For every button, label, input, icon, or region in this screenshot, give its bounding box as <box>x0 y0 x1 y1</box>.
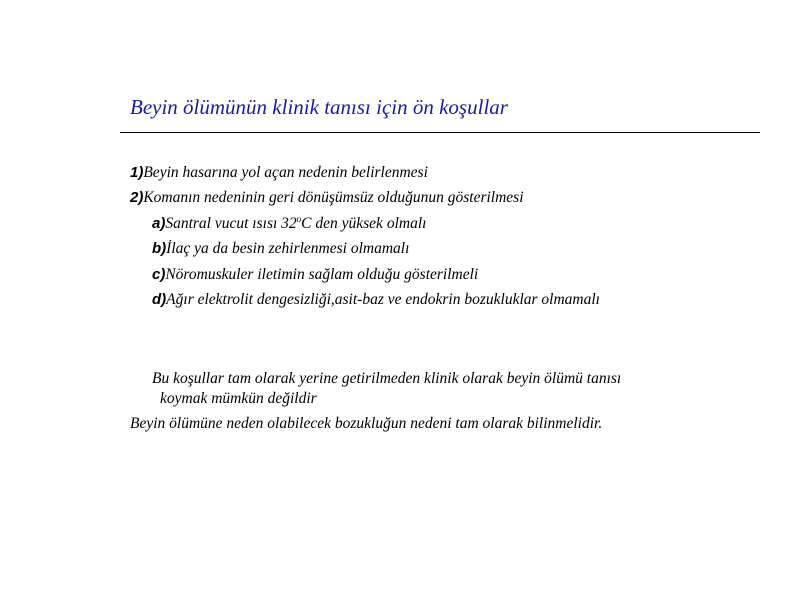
sub-item-text: Santral vucut ısısı 32 <box>165 215 297 232</box>
sub-item-text: Ağır elektrolit dengesizliği,asit-baz ve endokrin bozukluklar olmamalı <box>166 291 600 308</box>
list-item-marker: 2) <box>130 189 144 206</box>
slide-title: Beyin ölümünün klinik tanısı için ön koşullar <box>130 95 508 119</box>
degree-superscript: o <box>296 213 302 224</box>
list-item-text: Beyin hasarına yol açan nedenin belirlenmesi <box>143 164 428 181</box>
sub-item-marker: a) <box>152 215 166 232</box>
title-divider <box>120 132 760 133</box>
sub-item-text-tail: C den yüksek olmalı <box>301 215 427 232</box>
sub-item-a <box>152 214 426 234</box>
note-line-2: koymak mümkün değildir <box>160 390 317 407</box>
sub-item-marker: d) <box>152 291 167 308</box>
list-item-text: Komanın nedeninin geri dönüşümsüz olduğunun gösterilmesi <box>143 189 524 206</box>
sub-item-c <box>152 265 478 285</box>
list-item-2 <box>130 188 524 208</box>
note-line-1: Bu koşullar tam olarak yerine getirilmeden klinik olarak beyin ölümü tanısı <box>152 370 622 387</box>
closing-statement: Beyin ölümüne neden olabilecek bozukluğun nedeni tam olarak bilinmelidir. <box>130 415 603 432</box>
list-item-marker: 1) <box>130 164 144 181</box>
sub-item-text: Nöromuskuler iletimin sağlam olduğu gösterilmeli <box>165 266 479 283</box>
list-item-1 <box>130 163 428 183</box>
sub-item-text: İlaç ya da besin zehirlenmesi olmamalı <box>166 240 410 257</box>
sub-item-marker: b) <box>152 240 167 257</box>
sub-item-marker: c) <box>152 266 166 283</box>
sub-item-d <box>152 290 600 310</box>
sub-item-b <box>152 239 409 259</box>
